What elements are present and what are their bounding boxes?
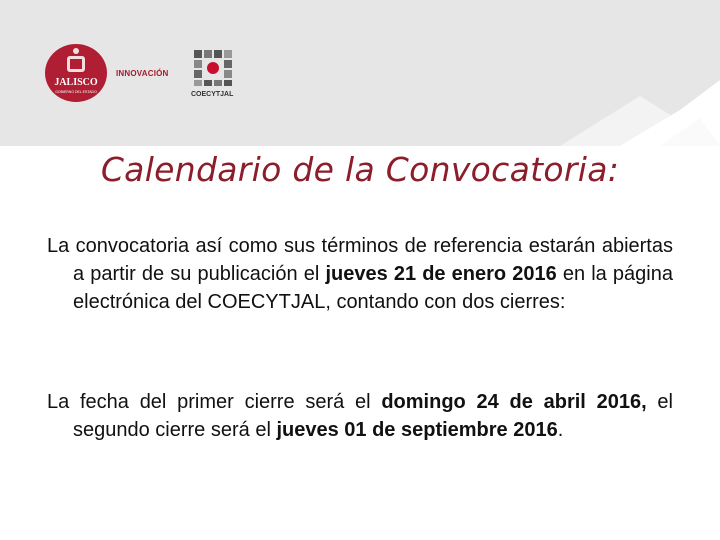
p1-date-publication: jueves 21 de enero 2016: [325, 263, 557, 285]
coecytjal-emblem-icon: [190, 48, 234, 88]
coecytjal-label: COECYTJAL: [191, 91, 234, 98]
paragraph-publication: [47, 232, 673, 316]
p1-text-1: La convocatoria así como sus términos de referencia estarán abiertas a partir de su publicación el: [47, 235, 673, 285]
p2-text-1: La fecha del primer cierre será el: [47, 391, 382, 413]
jalisco-subtitle: GOBIERNO DEL ESTADO: [55, 90, 97, 94]
page-title: Calendario de la Convocatoria:: [100, 150, 620, 189]
jalisco-wordmark: JALISCO: [54, 77, 98, 88]
p2-date-second-close: jueves 01 de septiembre 2016: [276, 419, 558, 441]
header-banner: [0, 0, 720, 146]
innovacion-label: INNOVACIÓN: [116, 69, 169, 78]
jalisco-crest-icon: [40, 42, 112, 104]
p2-date-first-close: domingo 24 de abril 2016,: [381, 391, 647, 413]
paragraph-deadlines: [47, 388, 673, 444]
p2-text-2: el segundo cierre será el: [73, 391, 673, 441]
p2-text-3: .: [557, 419, 564, 441]
p1-text-2: en la página electrónica del COECYTJAL, contando con dos cierres:: [73, 263, 673, 313]
